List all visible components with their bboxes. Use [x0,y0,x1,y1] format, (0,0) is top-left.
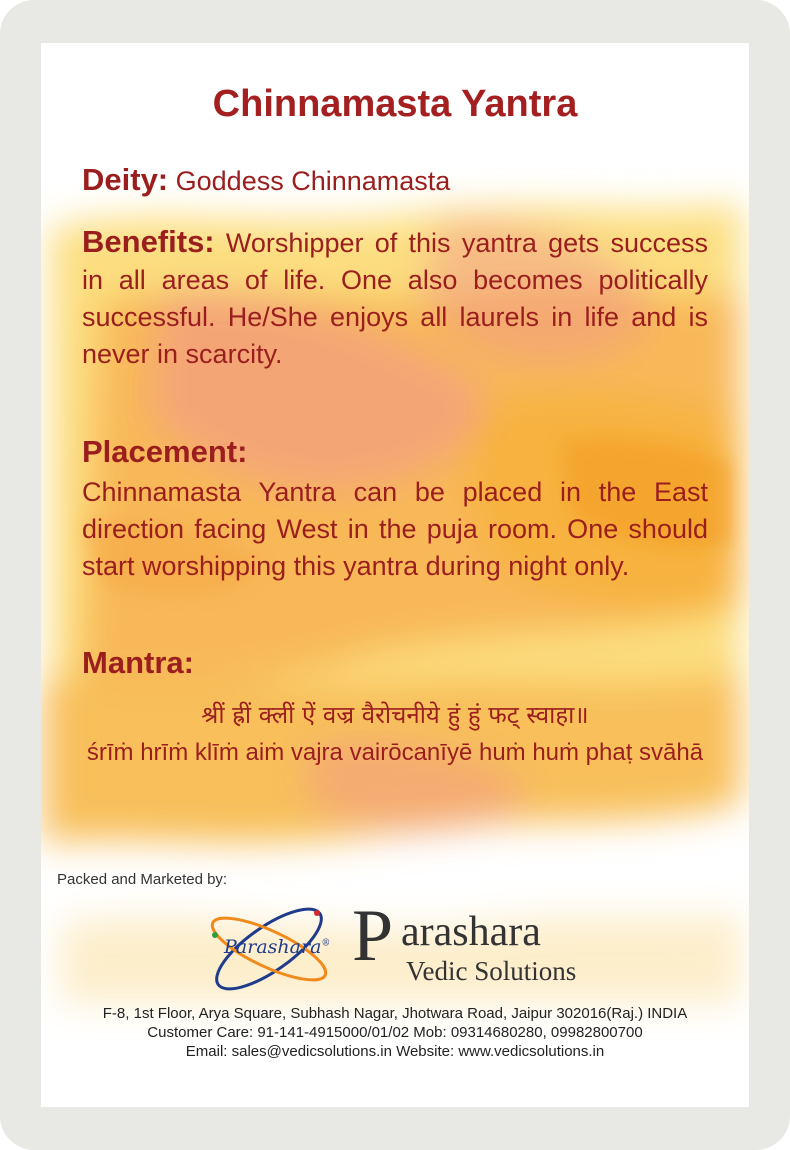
logo-script-text: Parashara® [224,936,331,958]
deity-section [82,161,708,200]
customer-care-line: Customer Care: 91-141-4915000/01/02 Mob: 09314680280, 09982800700 [147,1024,643,1041]
page-title: Chinnamasta Yantra [212,83,578,125]
yantra-card [41,43,749,1107]
packed-by-label: Packed and Marketed by: [57,871,228,888]
mantra-transliteration: śrīṁ hrīṁ klīṁ aiṁ vajra vairōcanīyē huṁ huṁ phaṭ svāhā [86,739,704,766]
brand-name: arashara [401,909,541,955]
placement-heading: Placement: [82,434,248,469]
mantra-devanagari: श्रीं ह्रीं क्लीं ऐं वज्र वैरोचनीये हुं हुं फट् स्वाहा॥ [201,701,589,729]
contact-line: Email: sales@vedicsolutions.in Website: www.vedicsolutions.in [185,1043,605,1060]
brand-subtitle: Vedic Solutions [406,956,577,986]
address-line: F-8, 1st Floor, Arya Square, Subhash Nagar, Jhotwara Road, Jaipur 302016(Raj.) INDIA [102,1005,688,1022]
benefits-heading: Benefits: [82,224,215,259]
deity-text: Goddess Chinnamasta [168,166,451,196]
brand-initial: P [352,895,394,977]
placement-text: Chinnamasta Yantra can be placed in the East direction facing West in the puja room. One should start worshipping this yantra during night only. [82,477,708,581]
benefits-section [82,223,708,373]
deity-heading: Deity: [82,162,169,197]
benefits-text: Worshipper of this yantra gets success in all areas of life. One also becomes politically successful. He/She enjoys all laurels in life and is never in scarcity. [82,228,708,369]
mantra-heading: Mantra: [82,645,194,680]
